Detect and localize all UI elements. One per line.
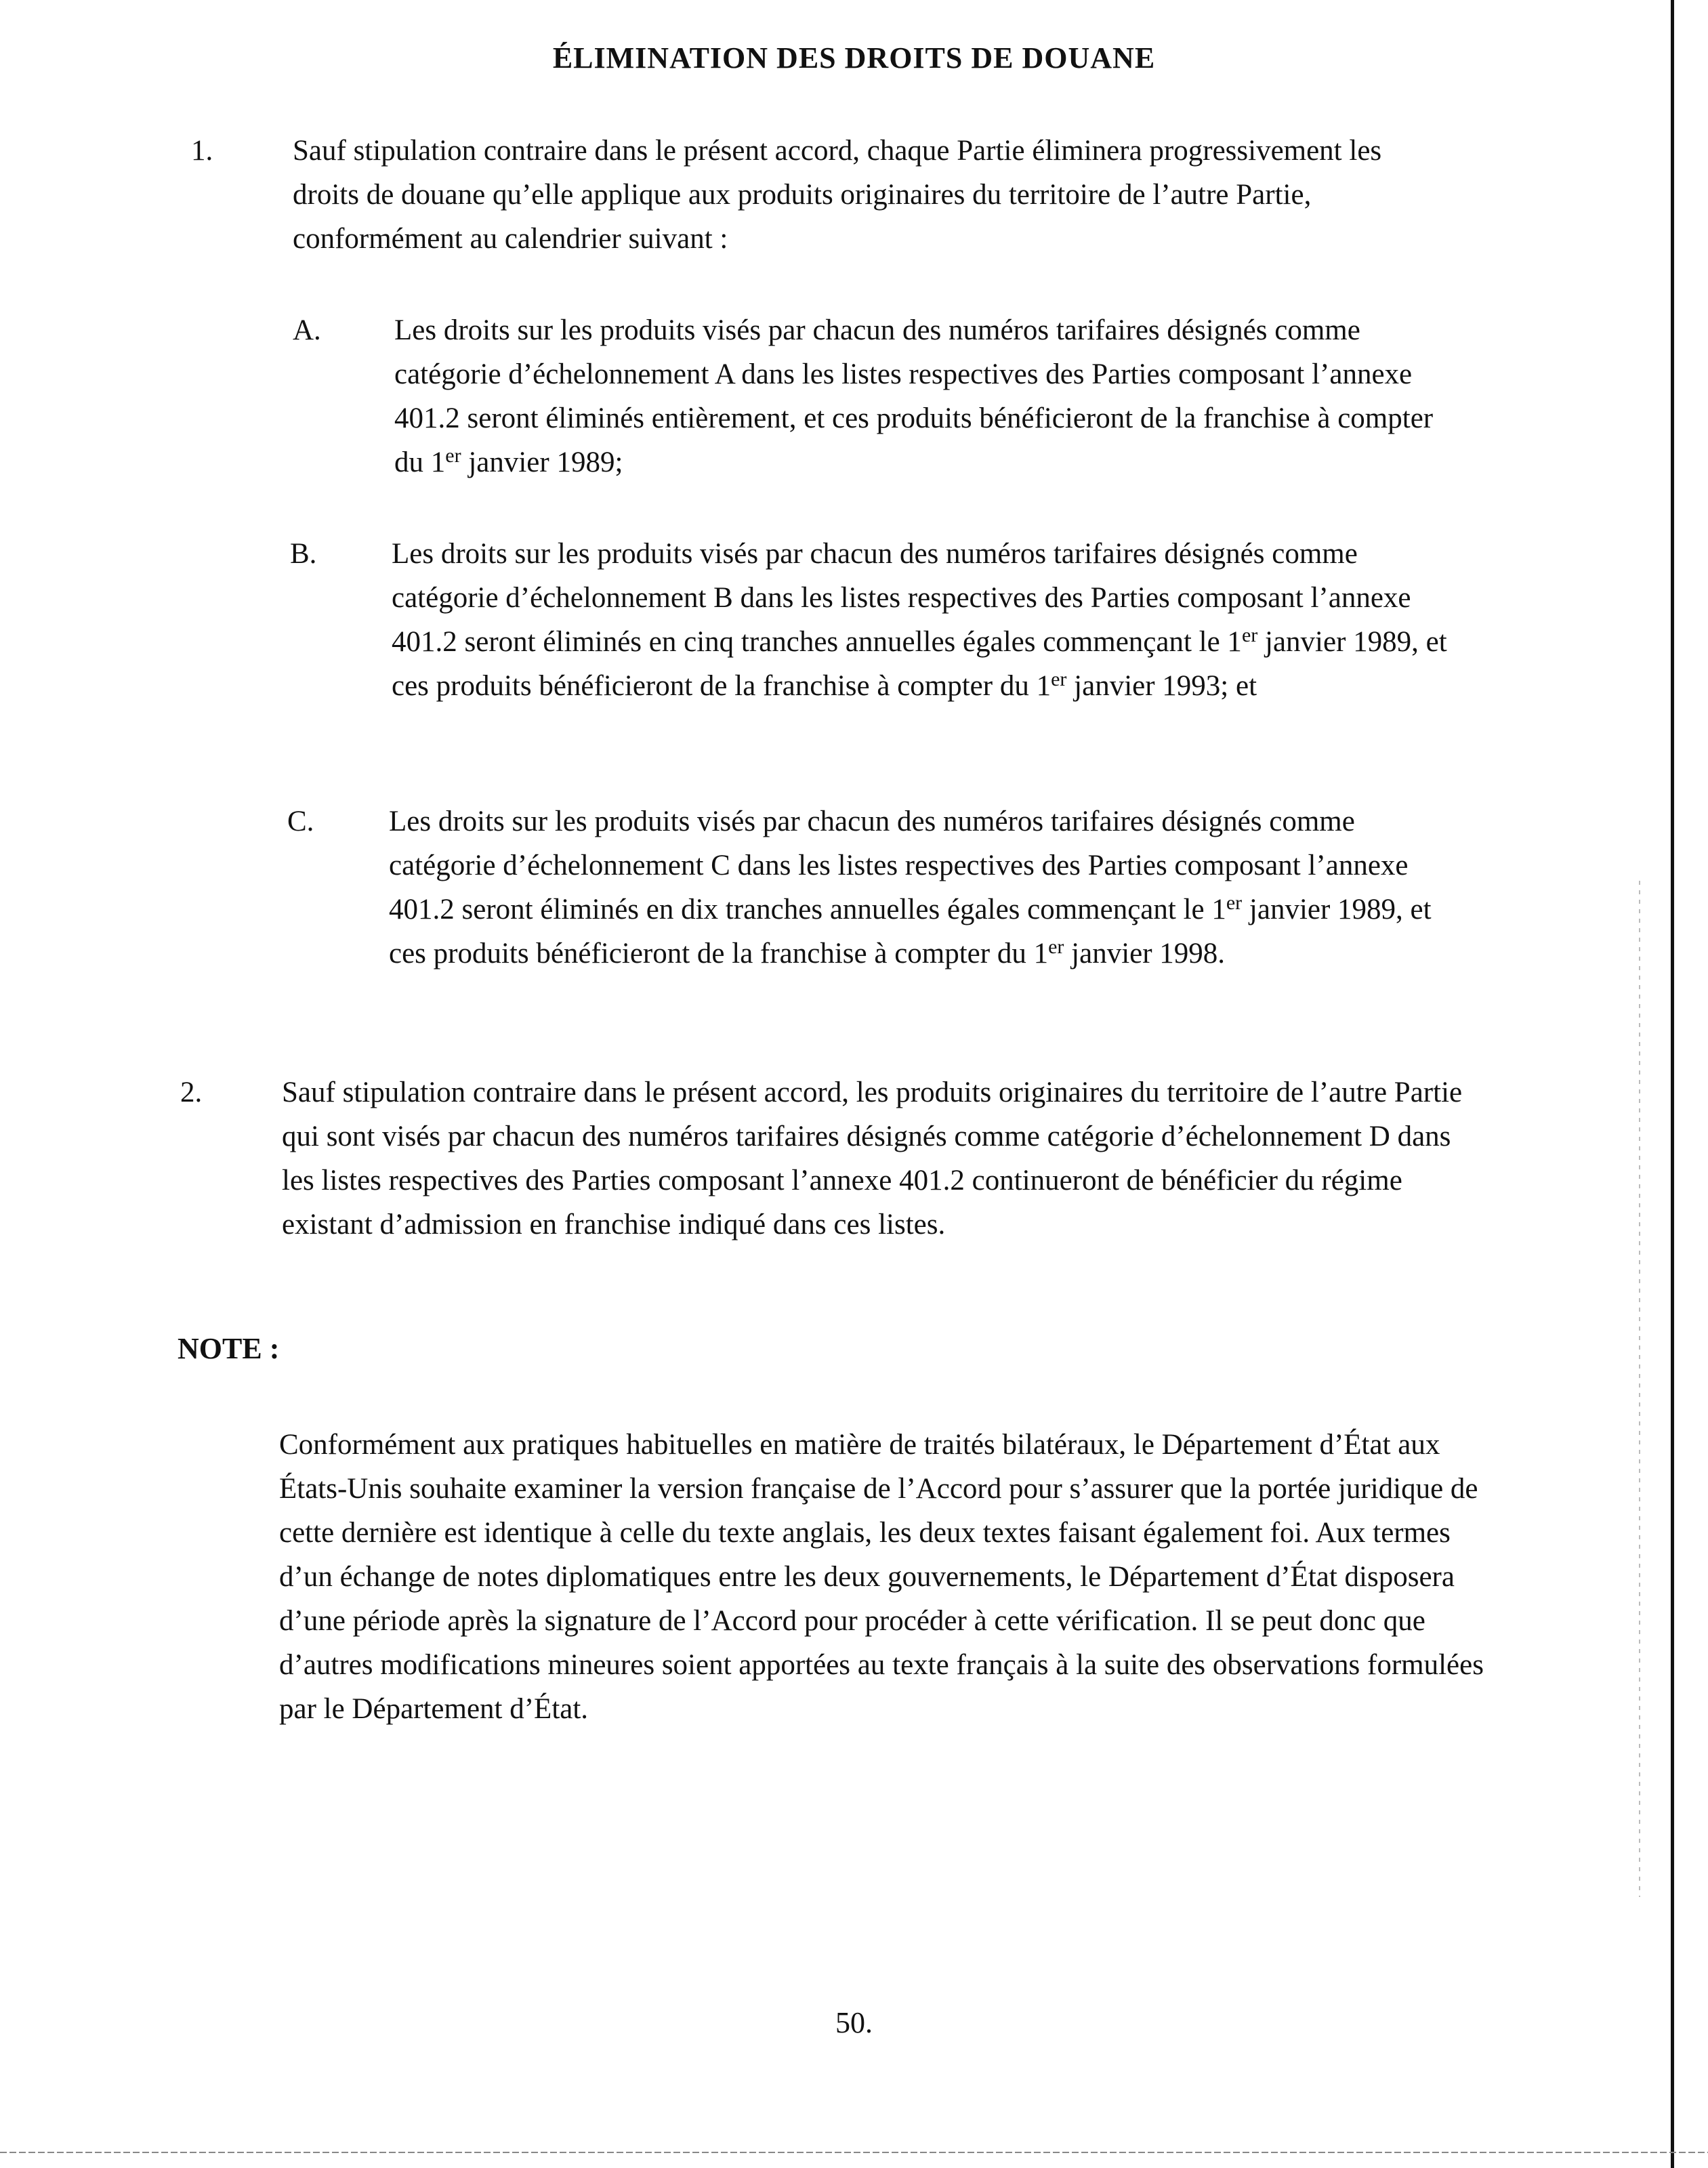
right-margin-faint-rule	[1639, 881, 1640, 1897]
bottom-edge-rule	[0, 2152, 1708, 2153]
item-2-text: Sauf stipulation contraire dans le présent accord, les produits originaires du territoire de l’autre Partie qui sont visés par chacun des numéros tarifaires désignés comme catégorie d’échelonnement D dans les listes respectives des Parties composant l’annexe 401.2 continueront de bénéficier du régime existant d’admission en franchise indiqué dans ces listes.	[282, 1077, 1463, 1241]
item-b-letter: B.	[290, 538, 317, 570]
item-b-text	[392, 532, 1462, 708]
right-margin-rule	[1671, 0, 1674, 2168]
item-b-text-1: Les droits sur les produits visés par chacun des numéros tarifaires désignés comme catégorie d’échelonnement B dans les listes respectives des Parties composant l’annexe 401.2 seront éliminés en cinq tranches annuelles égales commençant le 1	[392, 538, 1411, 658]
item-c-letter: C.	[287, 806, 314, 837]
item-b-sup-2: er	[1051, 668, 1067, 690]
item-1-number: 1.	[191, 135, 213, 167]
item-c-sup-2: er	[1048, 936, 1064, 958]
note-heading: NOTE :	[178, 1332, 280, 1365]
item-c-text	[389, 799, 1459, 976]
page-title: ÉLIMINATION DES DROITS DE DOUANE	[552, 41, 1156, 75]
item-b-text-2: janvier 1989, et ces produits bénéficieront de la franchise à compter du 1	[392, 626, 1447, 702]
item-c-text-1: Les droits sur les produits visés par chacun des numéros tarifaires désignés comme catégorie d’échelonnement C dans les listes respectives des Parties composant l’annexe 401.2 seront éliminés en dix tranches annuelles égales commençant le 1	[389, 806, 1409, 925]
item-a-text-end: janvier 1989;	[461, 446, 623, 478]
item-a-sup: er	[445, 444, 461, 467]
item-a-text-start: Les droits sur les produits visés par chacun des numéros tarifaires désignés comme catégorie d’échelonnement A dans les listes respectives des Parties composant l’annexe 401.2 seront éliminés entièrement, et ces produits bénéficieront de la franchise à compter du 1	[394, 314, 1434, 478]
item-c-text-2: janvier 1989, et ces produits bénéficieront de la franchise à compter du 1	[389, 894, 1432, 970]
item-a-letter: A.	[293, 314, 321, 346]
item-1-text: Sauf stipulation contraire dans le présent accord, chaque Partie éliminera progressivement les droits de douane qu’elle applique aux produits originaires du territoire de l’autre Partie, conformément au calendrier suivant :	[293, 135, 1382, 255]
item-b-text-3: janvier 1993; et	[1066, 670, 1257, 702]
page-number: 50.	[835, 2006, 873, 2039]
item-c-text-3: janvier 1998.	[1064, 938, 1226, 970]
item-2-number: 2.	[180, 1077, 203, 1108]
note-text: Conformément aux pratiques habituelles en matière de traités bilatéraux, le Département d’État aux États-Unis souhaite examiner la version française de l’Accord pour s’assurer que la portée juridique de cette dernière est identique à celle du texte anglais, les deux textes faisant également foi. Aux termes d’un échange de notes diplomatiques entre les deux gouvernements, le Département d’État disposera d’une période après la signature de l’Accord pour procéder à cette vérification. Il se peut donc que d’autres modifications mineures soient apportées au texte français à la suite des observations formulées par le Département d’État.	[279, 1429, 1484, 1725]
item-a-text	[394, 308, 1458, 484]
item-c-sup-1: er	[1226, 892, 1243, 914]
item-b-sup-1: er	[1241, 624, 1258, 646]
